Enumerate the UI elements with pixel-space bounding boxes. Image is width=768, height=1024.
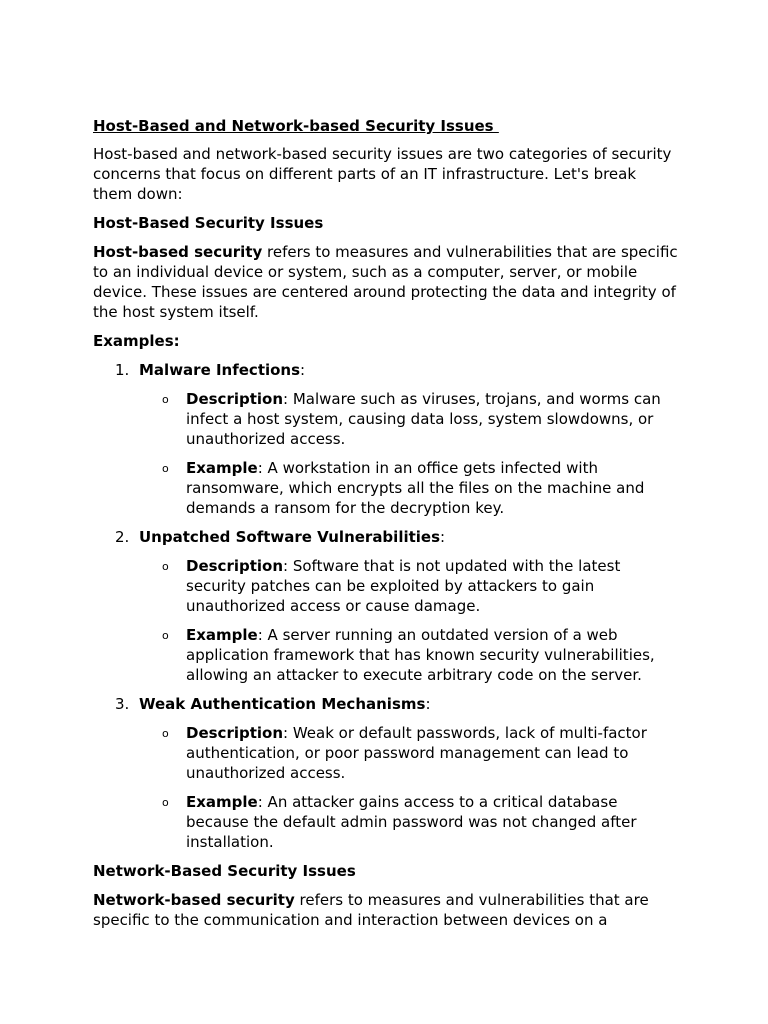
- bullet-marker: o: [162, 629, 169, 642]
- intro-paragraph: Host-based and network-based security issues are two categories of security concerns that focus on different parts of an IT infrastructure. Let's break them down:: [93, 145, 672, 203]
- list-number: 3.: [115, 695, 130, 713]
- list-number: 2.: [115, 528, 130, 546]
- host-definition-paragraph: [93, 242, 678, 322]
- bullet-marker: o: [162, 727, 169, 740]
- example-text: : A workstation in an office gets infected with ransomware, which encrypts all the files on the machine and demands a ransom for the decryption key.: [186, 459, 645, 517]
- list-item-title: Malware Infections: [139, 361, 301, 379]
- description-text: : Weak or default passwords, lack of multi-factor authentication, or poor password management can lead to unauthorized access.: [186, 724, 647, 782]
- network-section-heading: Network-Based Security Issues: [93, 862, 356, 880]
- bullet-marker: o: [162, 462, 169, 475]
- sub-item-description: [93, 389, 678, 449]
- example-label: Example: [186, 459, 258, 477]
- list-item-title: Weak Authentication Mechanisms: [139, 695, 426, 713]
- description-label: Description: [186, 390, 284, 408]
- host-definition-term: Host-based security: [93, 243, 263, 261]
- list-item-colon: :: [440, 528, 446, 546]
- host-section-heading: Host-Based Security Issues: [93, 214, 324, 232]
- document-page: [93, 116, 678, 930]
- description-text: : Malware such as viruses, trojans, and worms can infect a host system, causing data loss, system slowdowns, or unauthorized access.: [186, 390, 661, 448]
- list-item-title: Unpatched Software Vulnerabilities: [139, 528, 441, 546]
- bullet-marker: o: [162, 393, 169, 406]
- list-item-colon: :: [425, 695, 431, 713]
- example-label: Example: [186, 626, 258, 644]
- host-definition-text: refers to measures and vulnerabilities that are specific to an individual device or system, such as a computer, server, or mobile device. These issues are centered around protecting the data and integrity of the host system itself.: [93, 243, 678, 321]
- list-item: [93, 527, 678, 547]
- sub-item-example: [93, 792, 678, 852]
- examples-label: Examples:: [93, 332, 180, 350]
- list-item: [93, 360, 678, 380]
- bullet-marker: o: [162, 560, 169, 573]
- list-number: 1.: [115, 361, 130, 379]
- bullet-marker: o: [162, 796, 169, 809]
- list-item-colon: :: [300, 361, 306, 379]
- network-definition-paragraph: [93, 890, 678, 930]
- example-text: : An attacker gains access to a critical database because the default admin password was not changed after installation.: [186, 793, 637, 851]
- network-definition-term: Network-based security: [93, 891, 295, 909]
- sub-item-example: [93, 458, 678, 518]
- list-item: [93, 694, 678, 714]
- document-title: Host-Based and Network-based Security Issues: [93, 117, 499, 135]
- description-text: : Software that is not updated with the latest security patches can be exploited by attackers to gain unauthorized access or cause damage.: [186, 557, 621, 615]
- network-definition-text: refers to measures and vulnerabilities that are specific to the communication and interaction between devices on a: [93, 891, 649, 929]
- sub-item-description: [93, 723, 678, 783]
- example-text: : A server running an outdated version of a web application framework that has known security vulnerabilities, allowing an attacker to execute arbitrary code on the server.: [186, 626, 655, 684]
- description-label: Description: [186, 724, 284, 742]
- sub-item-example: [93, 625, 678, 685]
- description-label: Description: [186, 557, 284, 575]
- example-label: Example: [186, 793, 258, 811]
- sub-item-description: [93, 556, 678, 616]
